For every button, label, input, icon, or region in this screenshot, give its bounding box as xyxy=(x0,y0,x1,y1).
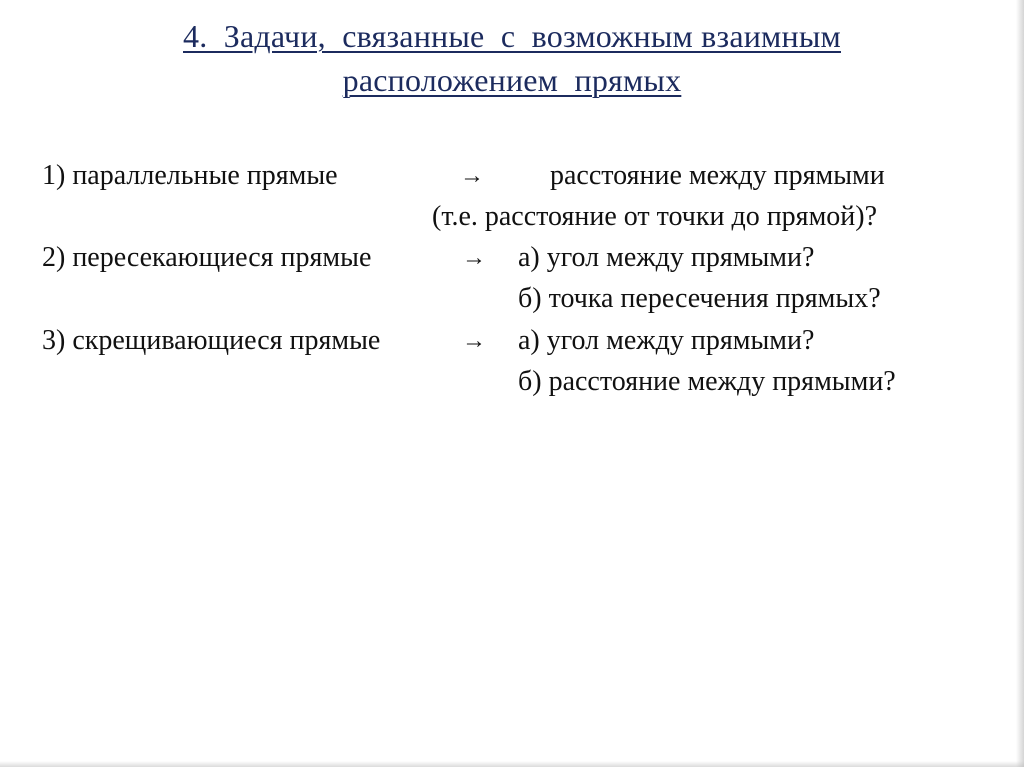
item-1-result: расстояние между прямыми xyxy=(550,160,885,191)
item-1-label: 1) параллельные прямые xyxy=(42,160,338,191)
slide-shadow-right xyxy=(1016,0,1024,767)
slide-shadow-bottom xyxy=(0,761,1024,767)
item-2-arrow-icon: → xyxy=(462,245,486,271)
item-2-result-b: б) точка пересечения прямых? xyxy=(518,283,881,314)
item-3-label: 3) скрещивающиеся прямые xyxy=(42,325,381,356)
item-1-arrow-icon: → xyxy=(460,163,484,189)
item-3-result-a: а) угол между прямыми? xyxy=(518,325,815,356)
item-1-result-continued: (т.е. расстояние от точки до прямой)? xyxy=(432,201,878,232)
item-3-result-b: б) расстояние между прямыми? xyxy=(518,366,896,397)
item-3-arrow-icon: → xyxy=(462,328,486,354)
item-2-result-a: а) угол между прямыми? xyxy=(518,242,815,273)
title-line-1: 4. Задачи, связанные с возможным взаимным xyxy=(183,18,841,54)
title-line-2: расположением прямых xyxy=(342,62,682,98)
slide-title xyxy=(0,14,1024,102)
item-2-label: 2) пересекающиеся прямые xyxy=(42,242,372,273)
